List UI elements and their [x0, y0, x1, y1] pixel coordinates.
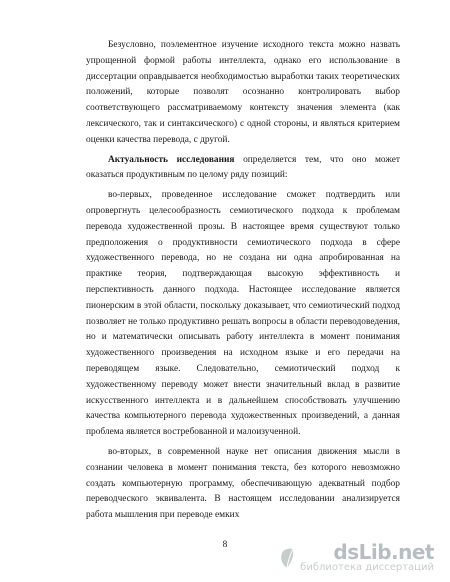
watermark-logo: dsLib.net [333, 540, 434, 564]
paragraph-3-text: во-первых, проведенное исследование сможет подтвердить или опровергнуть целесообразность семиотического подхода к проблемам перевода художественной прозы. В настоящее время существуют только предположения о продуктивности семиотического подхода в сфере художественного перевода, но не создана ни одна апробированная на практике теория, подтверждающая высокую эффективность и перспективность данного подхода. Настоящее исследование является пионерским в этой области, поскольку доказывает, что семиотический подход позволяет не только продуктивно решать вопросы в области переводоведения, но и математически описывать работу интеллекта в момент понимания художественного произведения на исходном языке и его передачи на переводящем языке. Следовательно, семиотический подход к художественному переводу может внести значительный вклад в развитие искусственного интеллекта и в дальнейшем способствовать улучшению качества компьютерного перевода художественных произведений, а данная проблема является востребованной и малоизученной. [86, 190, 400, 438]
watermark-subtitle: библиотека диссертаций [300, 562, 434, 573]
page-number: 8 [222, 540, 228, 550]
paragraph-2-text: определяется тем, что оно может оказаться продуктивным по целому ряду позиций: [86, 154, 400, 181]
leaf-icon [278, 547, 296, 569]
watermark [278, 542, 434, 574]
paragraph-4-text: во-вторых, в современной науке нет описания движения мысли в сознании человека в момент понимания текста, без которого невозможно создать компьютерную программу, обеспечивающую адекватный подбор переводческого эквивалента. В настоящем исследовании анализируется работа мышления при переводе емких [86, 446, 400, 521]
relevance-heading: Актуальность исследования [108, 154, 235, 165]
paragraph-2 [86, 153, 400, 185]
paragraph-1-text: Безусловно, поэлементное изучение исходного текста можно назвать упрощенной формой работы интеллекта, однако его использование в диссертации оправдывается необходимостью выработки таких теоретических положений, которые позволят осознанно контролировать выбор соответствующего рассматриваемому контексту значения элемента (как лексического, так и синтаксического) с одной стороны, и являться критерием оценки качества перевода, с другой. [86, 40, 400, 145]
paragraph-1 [86, 38, 400, 149]
paragraph-4 [86, 445, 400, 524]
paragraph-3 [86, 188, 400, 441]
document-body [86, 38, 400, 524]
watermark-text [300, 542, 434, 574]
